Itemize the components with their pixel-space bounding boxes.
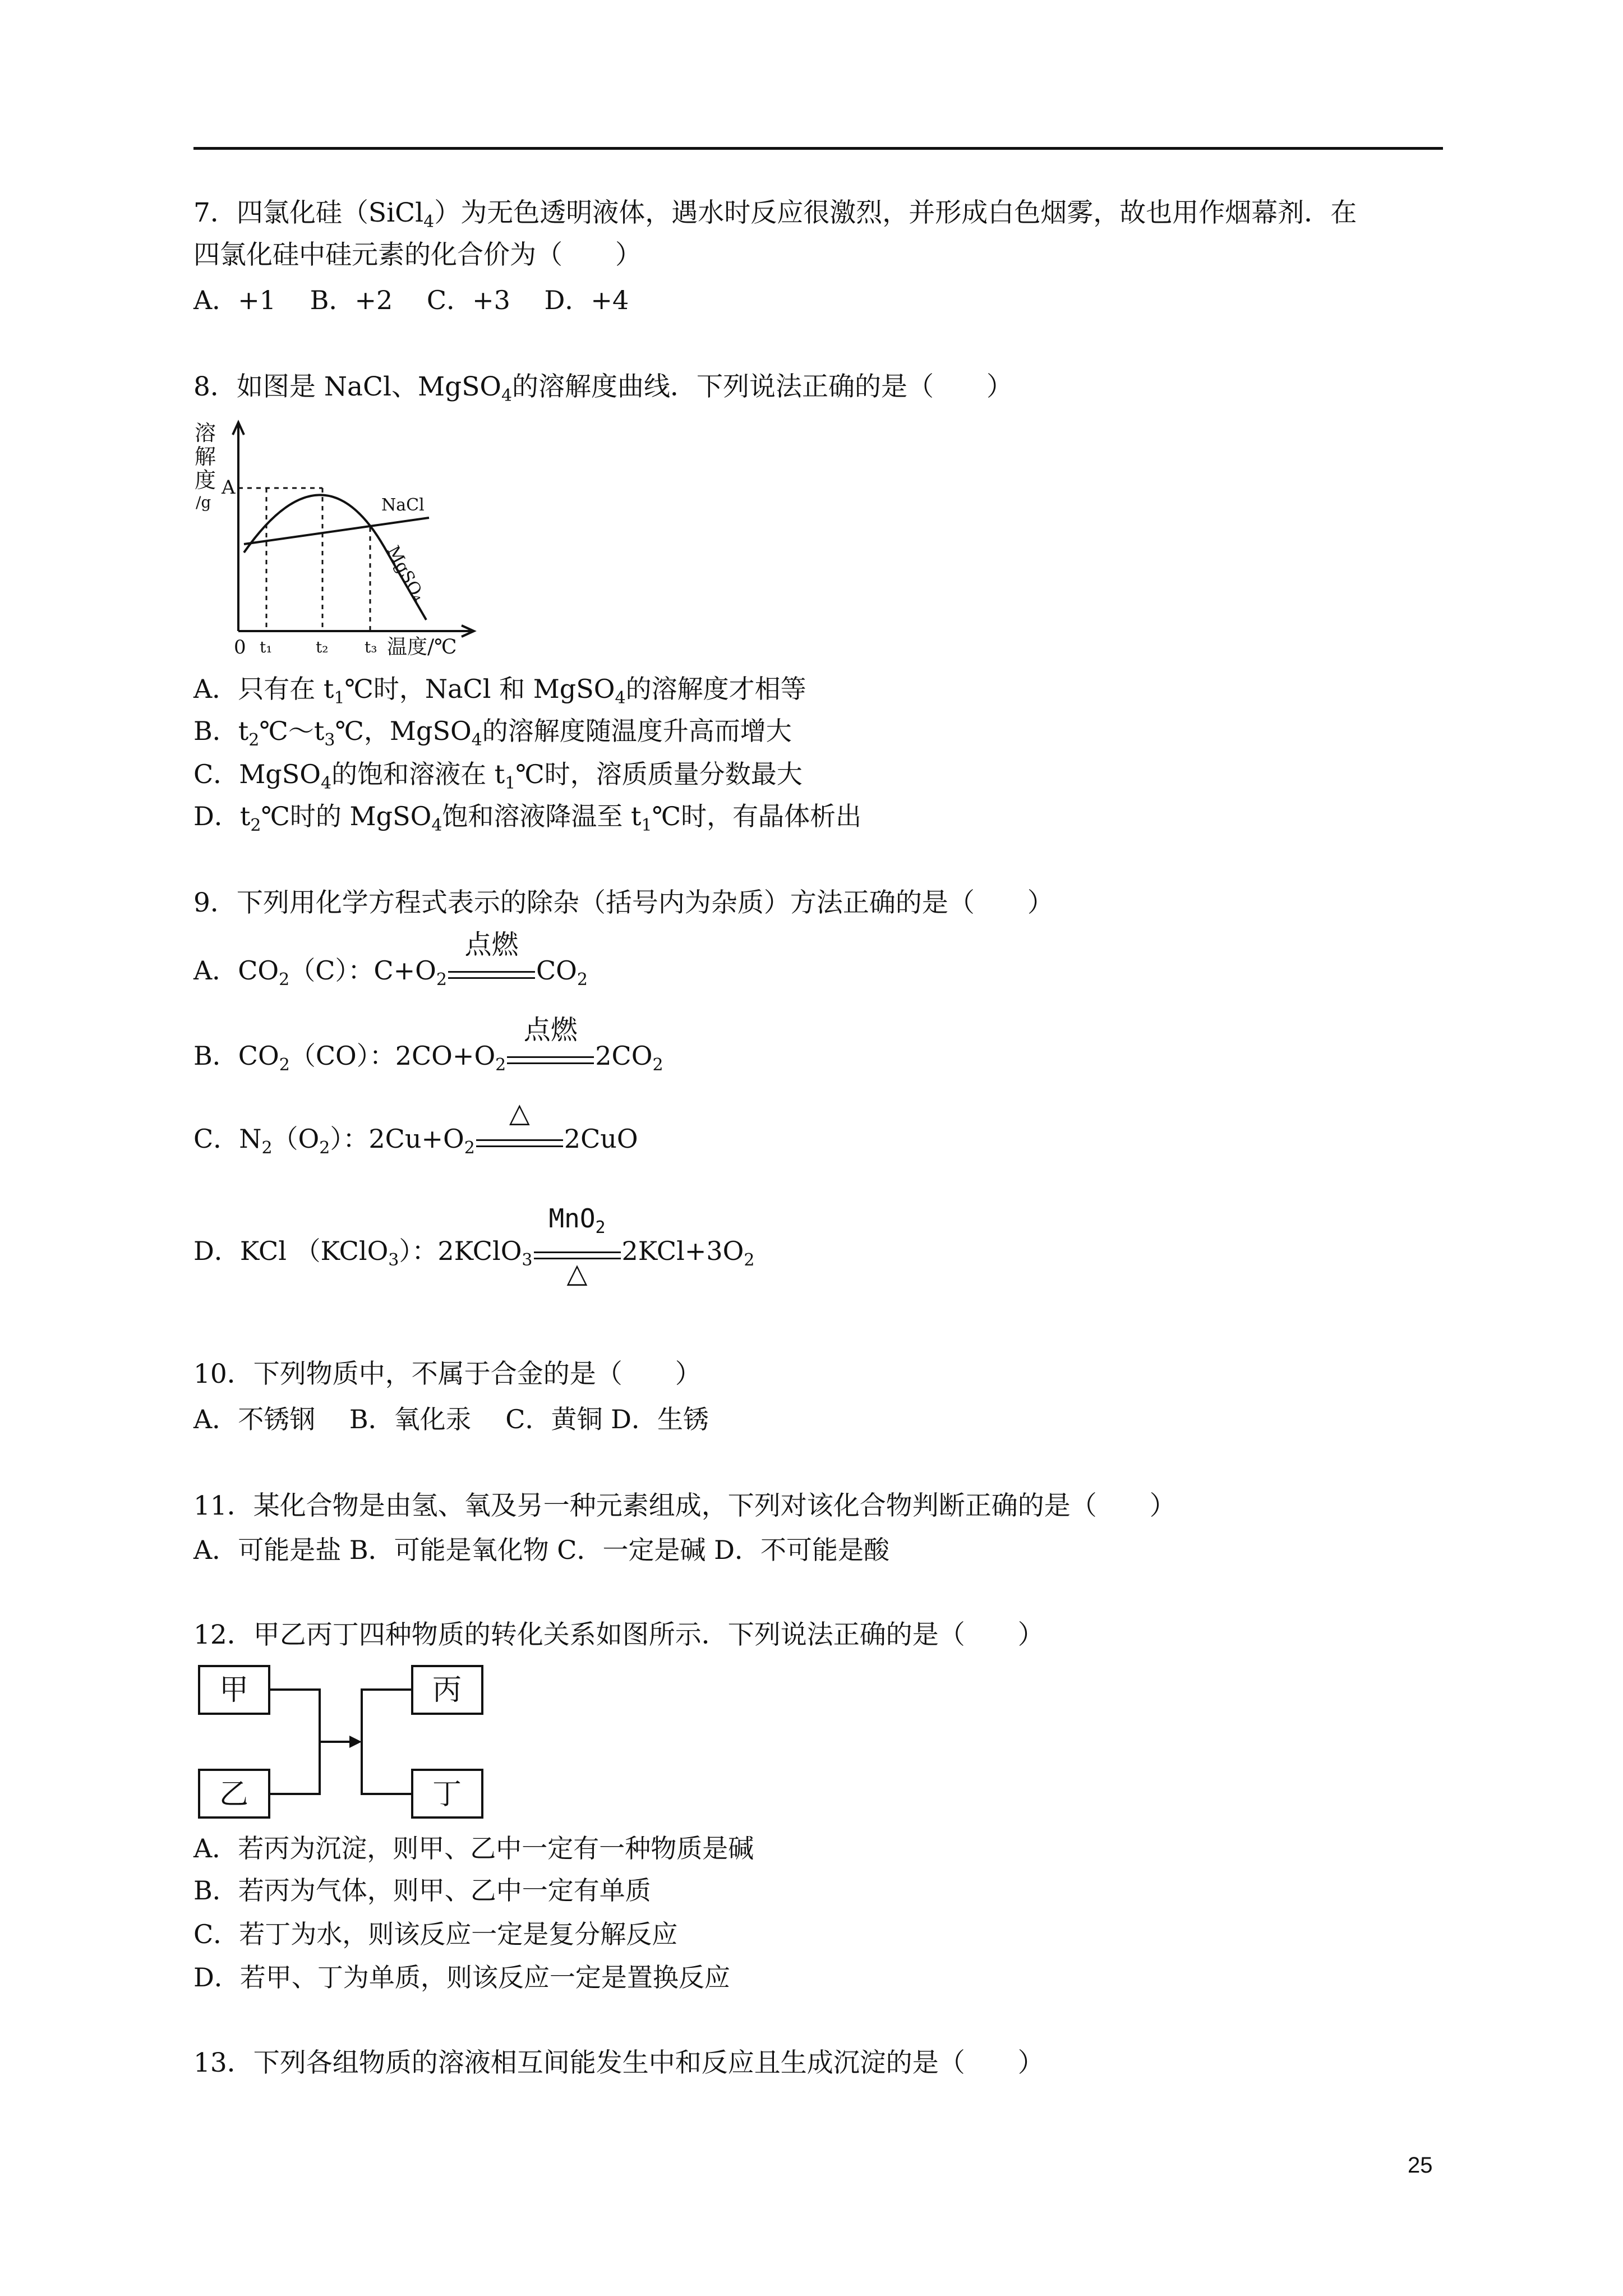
- reaction-arrow-ignite: 点燃: [507, 1041, 594, 1075]
- graph-ylabel-2: 解: [195, 444, 216, 469]
- reaction-arrow-catalyst-heat: MnO$_2$ △: [534, 1236, 621, 1270]
- q8-stem: 8．如图是 NaCl、MgSO$_4$的溶解度曲线．下列说法正确的是（ ）: [193, 371, 1013, 406]
- q13-stem: 13．下列各组物质的溶液相互间能发生中和反应且生成沉淀的是（ ）: [193, 2047, 1044, 2078]
- connector-left: [269, 1690, 320, 1794]
- q9-option-b: B．$CO_2(CO)$：$2CO+O_2$ 点燃 $2CO_2$: [193, 1014, 663, 1075]
- reaction-arrow-ignite: 点燃: [448, 956, 535, 990]
- header-rule: [193, 147, 1443, 150]
- q7-line1: 7．四氯化硅（SiCl$_4$）为无色透明液体，遇水时反应很激烈，并形成白色烟雾，故也用作烟幕剂．在: [193, 197, 1357, 232]
- graph-label-O: 0: [234, 636, 246, 659]
- graph-label-mgso4: MgSO₄: [382, 542, 429, 605]
- connector-right: [362, 1690, 412, 1794]
- box-bing-label: 丙: [432, 1673, 462, 1707]
- graph-label-t3: t₃: [365, 638, 377, 656]
- q8-option-a: A．只有在 $t_1℃$时，NaCl 和 MgSO$_4$的溶解度才相等: [193, 674, 806, 708]
- graph-xlabel: 温度/℃: [387, 636, 457, 659]
- arrow-head: [349, 1736, 362, 1748]
- box-jia-label: 甲: [219, 1673, 249, 1707]
- box-ding-label: 丁: [432, 1778, 462, 1811]
- q7-line2: 四氯化硅中硅元素的化合价为（ ）: [193, 240, 642, 270]
- q8-option-b: B．$t_2℃\sim t_3℃$，MgSO$_4$的溶解度随温度升高而增大: [193, 716, 792, 750]
- q10-options: A．不锈钢 B．氧化汞 C．黄铜 D．生锈: [193, 1404, 709, 1434]
- q11-options: A．可能是盐 B．可能是氧化物 C．一定是碱 D．不可能是酸: [193, 1535, 889, 1565]
- box-yi-label: 乙: [219, 1778, 249, 1811]
- q11-stem: 11．某化合物是由氢、氧及另一种元素组成，下列对该化合物判断正确的是（ ）: [193, 1490, 1176, 1521]
- q8-option-d: D．$t_2℃$时的 MgSO$_4$饱和溶液降温至 $t_1℃$时，有晶体析出: [193, 801, 862, 835]
- q12-option-a: A．若丙为沉淀，则甲、乙中一定有一种物质是碱: [193, 1833, 754, 1864]
- q12-stem: 12．甲乙丙丁四种物质的转化关系如图所示．下列说法正确的是（ ）: [193, 1619, 1044, 1650]
- graph-label-t2: t₂: [316, 638, 329, 656]
- graph-label-A: A: [222, 476, 236, 499]
- graph-label-t1: t₁: [260, 638, 273, 656]
- q12-option-c: C．若丁为水，则该反应一定是复分解反应: [193, 1919, 678, 1949]
- page-number: 25: [1408, 2153, 1433, 2178]
- nacl-curve: [244, 518, 429, 544]
- reaction-arrow-heat: △: [476, 1124, 563, 1158]
- transform-diagram: [193, 1660, 496, 1823]
- q8-option-c: C．MgSO$_4$的饱和溶液在 $t_1℃$时，溶质质量分数最大: [193, 759, 803, 793]
- solubility-graph: [193, 418, 496, 659]
- graph-ylabel-3: 度: [195, 468, 216, 493]
- q10-stem: 10．下列物质中，不属于合金的是（ ）: [193, 1359, 702, 1389]
- q9-option-d: D．KCl （KClO$_3$）：2KClO$_3$ MnO$_2$ △ $2KCl+3O_2$: [193, 1203, 755, 1289]
- graph-label-nacl: NaCl: [381, 495, 425, 515]
- q9-stem: 9．下列用化学方程式表示的除杂（括号内为杂质）方法正确的是（ ）: [193, 887, 1054, 918]
- q7-options: A．+1 B．+2 C．+3 D．+4: [193, 285, 629, 315]
- q12-option-d: D．若甲、丁为单质，则该反应一定是置换反应: [193, 1962, 730, 1993]
- graph-ylabel-1: 溶: [195, 421, 216, 445]
- q9-option-a: A．$CO_2(C)$：$C+O_2$ 点燃 $CO_2$: [193, 929, 588, 990]
- graph-ylabel-unit: /g: [196, 493, 211, 512]
- q12-option-b: B．若丙为气体，则甲、乙中一定有单质: [193, 1875, 651, 1906]
- q9-option-c: C．$N_2(O_2)$：$2Cu+O_2$ △ 2CuO: [193, 1097, 638, 1158]
